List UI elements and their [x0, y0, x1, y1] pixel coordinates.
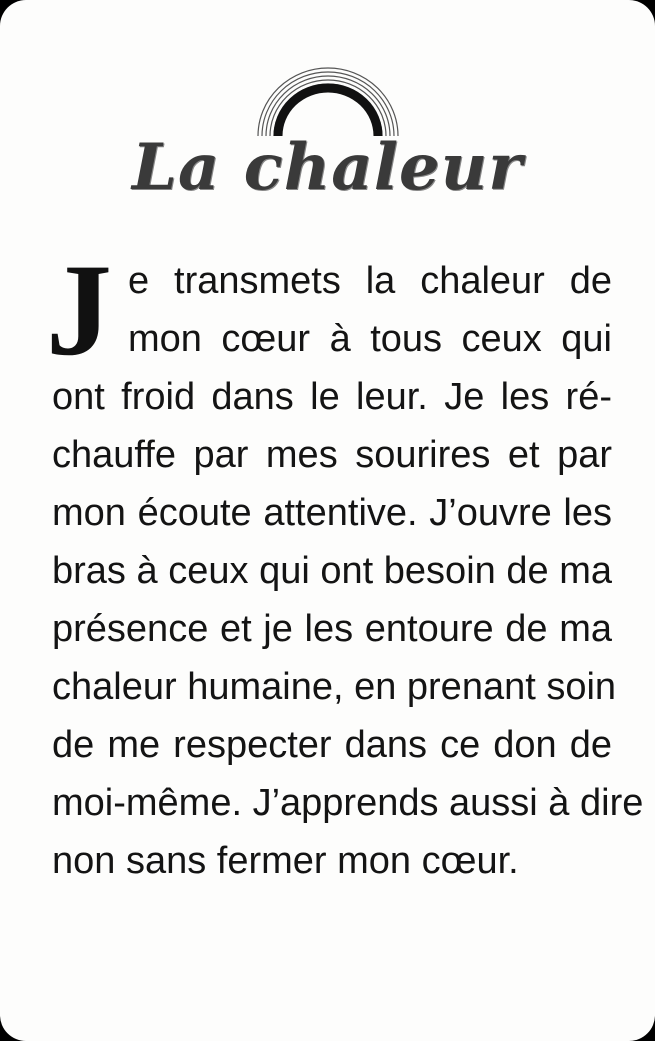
- text-line-5: mon écoute attentive. J’ouvre les: [52, 492, 612, 534]
- text-line-1: e transmets la chaleur de: [128, 260, 612, 302]
- first-paragraph-start: [46, 236, 612, 383]
- text-line-9: de me respecter dans ce don de: [52, 724, 612, 766]
- card-title: La chaleur: [132, 130, 523, 205]
- drop-cap: J: [46, 236, 112, 383]
- text-line-8: chaleur humaine, en prenant soin: [52, 666, 617, 708]
- card-body: [46, 236, 644, 890]
- text-line-7: présence et je les entoure de ma: [52, 608, 612, 650]
- text-line-2: mon cœur à tous ceux qui: [128, 318, 612, 360]
- text-line-4: chauffe par mes sourires et par: [52, 434, 612, 476]
- text-line-11: non sans fermer mon cœur.: [52, 840, 519, 882]
- text-line-3: ont froid dans le leur. Je les ré-: [52, 376, 612, 418]
- text-line-6: bras à ceux qui ont besoin de ma: [52, 550, 612, 592]
- text-line-10: moi-même. J’apprends aussi à dire: [52, 782, 644, 824]
